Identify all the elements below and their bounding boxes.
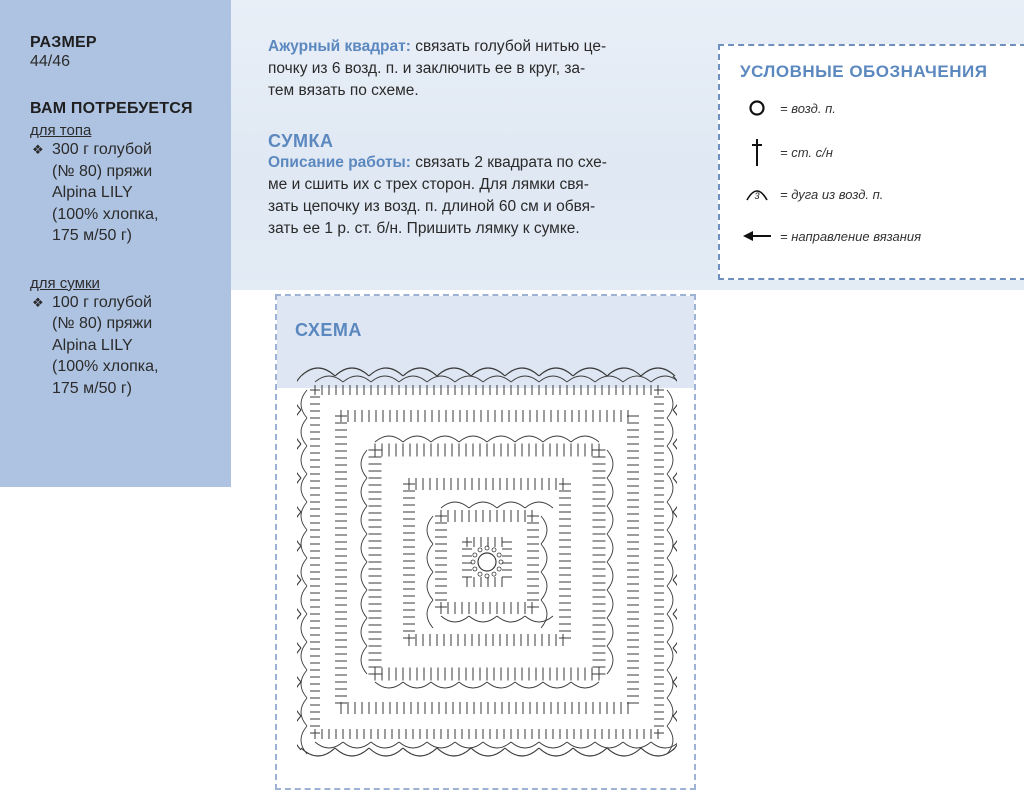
- intro-line: почку из 6 возд. п. и заключить ее в круг, за-: [268, 60, 586, 77]
- chain-arc: [667, 418, 673, 446]
- chain-arc: [543, 682, 571, 688]
- crochet-chart: [297, 352, 677, 772]
- chain-arc: [301, 418, 307, 446]
- material-line: 100 г голубой: [52, 293, 152, 311]
- chain-arc: [623, 742, 651, 748]
- bag-line: ме и сшить их с трех сторон. Для лямки свя-: [268, 176, 589, 193]
- bag-line: связать 2 квадрата по схе-: [410, 154, 607, 171]
- chain-stitch: [492, 572, 496, 576]
- chain-arc: [427, 544, 433, 572]
- scallop-edge: [673, 376, 677, 410]
- scallop-edge: [539, 368, 573, 376]
- scallop-edge: [673, 512, 677, 546]
- chain-arc: [361, 646, 367, 674]
- scallop-edge: [403, 748, 437, 756]
- chain-arc: [541, 516, 547, 544]
- scallop-edge: [607, 748, 641, 756]
- scallop-edge: [471, 748, 505, 756]
- materials-panel: [30, 34, 220, 399]
- chain-arc: [375, 436, 403, 442]
- intro-line: связать голубой нитью це-: [410, 38, 607, 55]
- chain-arc: [427, 516, 433, 544]
- chain-arc: [497, 502, 525, 508]
- intro-paragraph: [268, 36, 688, 102]
- chain-arc: [511, 376, 539, 382]
- bag-line: зать ее 1 р. ст. б/н. Пришить лямку к сумке.: [268, 220, 580, 237]
- chain-arc: [483, 376, 511, 382]
- chain-stitch: [473, 567, 477, 571]
- chain-arc: [515, 682, 543, 688]
- chain-arc: [399, 376, 427, 382]
- chain-arc: [459, 682, 487, 688]
- diamond-bullet-icon: ❖: [32, 294, 44, 310]
- chain-stitch: [478, 548, 482, 552]
- material-item: [30, 139, 220, 247]
- scallop-edge: [301, 368, 335, 376]
- legend-text: = направление вязания: [780, 228, 922, 244]
- scallop-edge: [673, 648, 677, 682]
- chain-arc: [607, 478, 613, 506]
- chain-arc: [301, 726, 307, 754]
- chain-arc: [525, 616, 553, 622]
- chain-arc: [667, 530, 673, 558]
- chain-arc: [361, 534, 367, 562]
- scallop-edge: [673, 444, 677, 478]
- chain-arc: [607, 646, 613, 674]
- chain-arc: [487, 682, 515, 688]
- scallop-edge: [673, 614, 677, 648]
- intro-line: тем вязать по схеме.: [268, 82, 419, 99]
- scallop-edge: [297, 410, 301, 444]
- chain-arc: [459, 436, 487, 442]
- scallop-edge: [297, 648, 301, 682]
- chain-arc: [361, 478, 367, 506]
- schema-title: СХЕМА: [295, 320, 362, 340]
- scallop-edge: [297, 478, 301, 512]
- chain-arc: [667, 390, 673, 418]
- diamond-bullet-icon: ❖: [32, 142, 44, 157]
- chain-arc: [539, 376, 567, 382]
- chain-arc: [667, 558, 673, 586]
- chain-stitch: [478, 572, 482, 576]
- chain-arc: [667, 502, 673, 530]
- chain-arc: [543, 436, 571, 442]
- chain-arc: [343, 376, 371, 382]
- scallop-edge: [437, 368, 471, 376]
- scallop-edge: [573, 368, 607, 376]
- material-line: 175 м/50 г): [52, 227, 132, 244]
- chain-arc: [595, 742, 623, 748]
- scallop-edge: [673, 682, 677, 716]
- chain-arc: [511, 742, 539, 748]
- legend-text: = ст. с/н: [780, 144, 833, 160]
- chain-arc: [301, 530, 307, 558]
- chain-arc: [667, 446, 673, 474]
- scallop-edge: [437, 748, 471, 756]
- chain-arc: [607, 618, 613, 646]
- legend-title: УСЛОВНЫЕ ОБОЗНАЧЕНИЯ: [740, 62, 988, 81]
- legend-box: [718, 44, 1024, 280]
- materials-group-bag: [30, 275, 220, 400]
- material-line: 175 м/50 г): [52, 379, 132, 397]
- scallop-edge: [335, 748, 369, 756]
- chain-arc: [539, 742, 567, 748]
- materials-group-top: [30, 122, 220, 247]
- scallop-edge: [539, 748, 573, 756]
- chain-arc: [301, 558, 307, 586]
- scallop-edge: [673, 546, 677, 580]
- scallop-edge: [297, 512, 301, 546]
- material-line: (№ 80) пряжи: [52, 315, 153, 332]
- chain-arc: [427, 742, 455, 748]
- chain-stitch: [497, 553, 501, 557]
- size-value: 44/46: [30, 53, 71, 70]
- scallop-edge: [369, 748, 403, 756]
- chain-arc: [441, 616, 469, 622]
- schema-box: [275, 294, 696, 790]
- material-item: [30, 292, 220, 400]
- chain-arc: [431, 436, 459, 442]
- chain-arc: [541, 572, 547, 600]
- svg-text:3: 3: [754, 191, 760, 201]
- legend-item: [742, 222, 921, 250]
- legend-item: [742, 138, 833, 166]
- chain-arc: [361, 618, 367, 646]
- chain-arc: [361, 506, 367, 534]
- scallop-edge: [335, 368, 369, 376]
- chain-arc: [571, 682, 599, 688]
- chain-stitch: [485, 546, 489, 550]
- bag-line: зать цепочку из возд. п. длиной 60 см и обвя-: [268, 198, 596, 215]
- chain-arc: [541, 600, 547, 628]
- scallop-edge: [641, 368, 675, 376]
- chain-arc: [567, 742, 595, 748]
- chain-arc: [427, 376, 455, 382]
- chain-arc: [571, 436, 599, 442]
- scallop-edge: [297, 682, 301, 716]
- chain-arc: [595, 376, 623, 382]
- legend-item: [742, 180, 883, 208]
- chain-arc: [371, 742, 399, 748]
- size-heading: РАЗМЕР: [30, 34, 97, 51]
- chain-arc: [667, 474, 673, 502]
- chain-arc: [623, 376, 651, 382]
- chain-arc: [607, 450, 613, 478]
- bag-paragraph: [268, 152, 688, 240]
- chain-arc: [567, 376, 595, 382]
- chain-stitch: [471, 560, 475, 564]
- group-label: для топа: [30, 122, 92, 139]
- chain-arc: [667, 586, 673, 614]
- material-line: (100% хлопка,: [52, 358, 159, 375]
- chain-arc: [301, 670, 307, 698]
- material-line: Alpina LILY: [52, 336, 133, 354]
- chain-arc: [667, 670, 673, 698]
- material-line: Alpina LILY: [52, 184, 133, 201]
- double-crochet-cross-icon: [742, 137, 772, 167]
- chain-arc-icon: [742, 185, 772, 203]
- chain-arc: [607, 534, 613, 562]
- center-ring: [478, 553, 496, 571]
- chain-arc: [403, 436, 431, 442]
- scallop-edge: [301, 748, 335, 756]
- scallop-edge: [297, 376, 301, 410]
- chain-arc: [301, 642, 307, 670]
- scallop-edge: [673, 478, 677, 512]
- chain-stitch: [499, 560, 503, 564]
- chain-arc: [403, 682, 431, 688]
- scallop-edge: [607, 368, 641, 376]
- scallop-edge: [297, 614, 301, 648]
- direction-arrow-icon: [742, 229, 772, 243]
- legend-item: [742, 94, 836, 122]
- materials-sidebar: [0, 0, 231, 487]
- bag-title: СУМКА: [268, 131, 334, 151]
- chain-stitch: [473, 553, 477, 557]
- scallop-edge: [573, 748, 607, 756]
- material-line: 300 г голубой: [52, 141, 152, 158]
- instructions-text: [268, 36, 688, 240]
- scallop-edge: [673, 580, 677, 614]
- chain-arc: [469, 616, 497, 622]
- chain-arc: [455, 742, 483, 748]
- chain-arc: [343, 742, 371, 748]
- chain-arc: [431, 682, 459, 688]
- chain-arc: [667, 642, 673, 670]
- scallop-edge: [403, 368, 437, 376]
- scallop-edge: [369, 368, 403, 376]
- chain-arc: [361, 450, 367, 478]
- legend-text: = возд. п.: [780, 100, 836, 116]
- chain-arc: [483, 742, 511, 748]
- scallop-edge: [505, 368, 539, 376]
- scallop-edge: [297, 580, 301, 614]
- chain-stitch: [497, 567, 501, 571]
- legend-text: = дуга из возд. п.: [780, 186, 884, 202]
- chain-arc: [399, 742, 427, 748]
- chain-arc: [515, 436, 543, 442]
- materials-heading: ВАМ ПОТРЕБУЕТСЯ: [30, 100, 193, 117]
- chain-arc: [441, 502, 469, 508]
- scallop-edge: [297, 716, 301, 750]
- scallop-edge: [471, 368, 505, 376]
- chain-stitch: [485, 574, 489, 578]
- scallop-edge: [505, 748, 539, 756]
- scallop-edge: [673, 410, 677, 444]
- bag-lead: Описание работы:: [268, 154, 411, 171]
- scallop-edge: [297, 444, 301, 478]
- chain-arc: [541, 544, 547, 572]
- chain-arc: [315, 376, 343, 382]
- chain-arc: [375, 682, 403, 688]
- chain-arc: [455, 376, 483, 382]
- chain-arc: [607, 590, 613, 618]
- chain-arc: [315, 742, 343, 748]
- material-line: (№ 80) пряжи: [52, 162, 153, 180]
- chain-arc: [301, 586, 307, 614]
- chain-arc: [427, 572, 433, 600]
- material-line: (100% хлопка,: [52, 205, 159, 223]
- group-label: для сумки: [30, 274, 100, 292]
- chain-arc: [301, 614, 307, 642]
- chain-arc: [607, 506, 613, 534]
- chain-stitch: [492, 548, 496, 552]
- chain-arc: [301, 474, 307, 502]
- chain-arc: [361, 562, 367, 590]
- chain-arc: [301, 502, 307, 530]
- chain-arc: [525, 502, 553, 508]
- chain-arc: [361, 590, 367, 618]
- chain-arc: [607, 562, 613, 590]
- chain-arc: [301, 698, 307, 726]
- chain-arc: [301, 446, 307, 474]
- scallop-edge: [297, 546, 301, 580]
- chain-arc: [427, 600, 433, 628]
- chain-arc: [487, 436, 515, 442]
- chain-arc: [469, 502, 497, 508]
- chain-arc: [667, 698, 673, 726]
- chain-arc: [667, 614, 673, 642]
- intro-lead: Ажурный квадрат:: [268, 38, 411, 55]
- chain-stitch-circle-icon: [742, 99, 772, 117]
- chain-arc: [371, 376, 399, 382]
- chain-arc: [497, 616, 525, 622]
- chain-arc: [301, 390, 307, 418]
